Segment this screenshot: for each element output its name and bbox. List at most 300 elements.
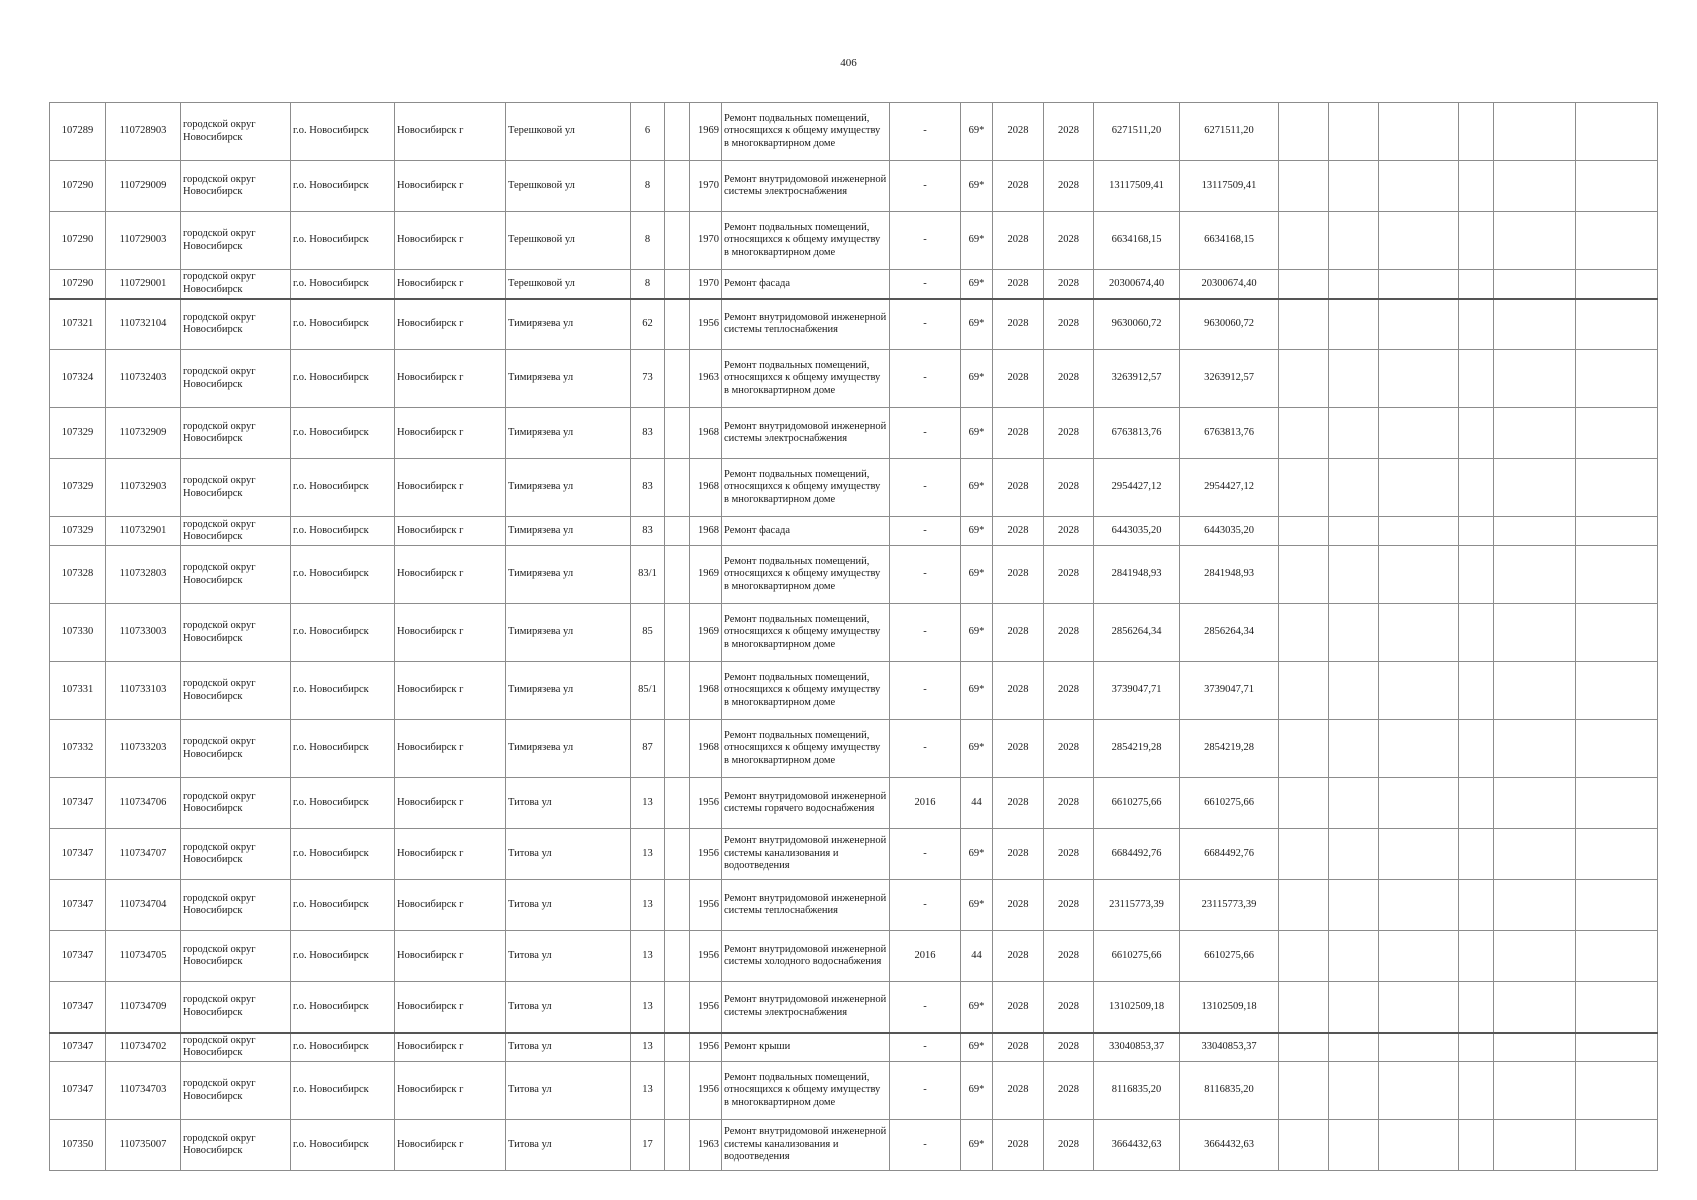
table-row — [50, 931, 1658, 982]
cell-street: Титова ул — [506, 1062, 631, 1120]
cell-korpus — [665, 408, 690, 459]
cell-work: Ремонт фасада — [722, 270, 890, 299]
cell-wear: 69* — [961, 459, 993, 517]
table-row — [50, 1120, 1658, 1171]
cell-district: городской округ Новосибирск — [181, 720, 291, 778]
cell-district: городской округ Новосибирск — [181, 350, 291, 408]
cell-empty — [1279, 931, 1329, 982]
capital-repair-table — [49, 102, 1658, 1171]
cell-district: городской округ Новосибирск — [181, 1120, 291, 1171]
cell-id: 107329 — [50, 408, 106, 459]
cell-korpus — [665, 161, 690, 212]
cell-last-repair: 2016 — [890, 778, 961, 829]
cell-street: Тимирязева ул — [506, 350, 631, 408]
cell-plan-to: 2028 — [1044, 880, 1094, 931]
cell-code: 110732403 — [106, 350, 181, 408]
cell-empty — [1494, 778, 1576, 829]
cell-korpus — [665, 270, 690, 299]
cell-empty — [1576, 880, 1658, 931]
table-row — [50, 408, 1658, 459]
cell-municipality: г.о. Новосибирск — [291, 212, 395, 270]
cell-house: 8 — [631, 161, 665, 212]
cell-total: 6610275,66 — [1180, 931, 1279, 982]
cell-empty — [1576, 778, 1658, 829]
cell-empty — [1494, 829, 1576, 880]
cell-empty — [1379, 408, 1459, 459]
cell-code: 110734703 — [106, 1062, 181, 1120]
cell-district: городской округ Новосибирск — [181, 662, 291, 720]
cell-empty — [1459, 459, 1494, 517]
cell-street: Титова ул — [506, 1033, 631, 1062]
cell-empty — [1576, 350, 1658, 408]
cell-empty — [1494, 408, 1576, 459]
cell-id: 107330 — [50, 604, 106, 662]
cell-plan-from: 2028 — [993, 517, 1044, 546]
cell-empty — [1279, 1120, 1329, 1171]
cell-empty — [1576, 1120, 1658, 1171]
cell-district: городской округ Новосибирск — [181, 880, 291, 931]
cell-empty — [1494, 720, 1576, 778]
cell-id: 107289 — [50, 103, 106, 161]
cell-empty — [1279, 459, 1329, 517]
cell-empty — [1279, 829, 1329, 880]
cell-district: городской округ Новосибирск — [181, 1062, 291, 1120]
cell-year-built: 1970 — [690, 270, 722, 299]
cell-wear: 69* — [961, 604, 993, 662]
cell-street: Терешковой ул — [506, 270, 631, 299]
table-row — [50, 270, 1658, 299]
cell-house: 13 — [631, 1033, 665, 1062]
cell-wear: 69* — [961, 982, 993, 1033]
cell-house: 13 — [631, 982, 665, 1033]
cell-plan-from: 2028 — [993, 778, 1044, 829]
cell-year-built: 1968 — [690, 517, 722, 546]
cell-house: 85 — [631, 604, 665, 662]
cell-empty — [1279, 982, 1329, 1033]
cell-cost: 33040853,37 — [1094, 1033, 1180, 1062]
cell-work: Ремонт внутридомовой инженерной системы теплоснабжения — [722, 299, 890, 350]
cell-wear: 69* — [961, 161, 993, 212]
cell-empty — [1329, 829, 1379, 880]
cell-code: 110734709 — [106, 982, 181, 1033]
cell-plan-from: 2028 — [993, 350, 1044, 408]
cell-municipality: г.о. Новосибирск — [291, 720, 395, 778]
cell-city: Новосибирск г — [395, 1120, 506, 1171]
cell-empty — [1459, 1120, 1494, 1171]
cell-last-repair: - — [890, 604, 961, 662]
cell-municipality: г.о. Новосибирск — [291, 829, 395, 880]
cell-house: 83/1 — [631, 546, 665, 604]
cell-total: 20300674,40 — [1180, 270, 1279, 299]
cell-empty — [1329, 1062, 1379, 1120]
cell-korpus — [665, 299, 690, 350]
cell-empty — [1576, 931, 1658, 982]
table-row — [50, 720, 1658, 778]
cell-empty — [1494, 546, 1576, 604]
cell-empty — [1379, 931, 1459, 982]
cell-wear: 69* — [961, 1120, 993, 1171]
cell-work: Ремонт крыши — [722, 1033, 890, 1062]
cell-empty — [1329, 1033, 1379, 1062]
cell-street: Титова ул — [506, 829, 631, 880]
cell-empty — [1459, 546, 1494, 604]
cell-code: 110732909 — [106, 408, 181, 459]
cell-id: 107347 — [50, 1033, 106, 1062]
cell-id: 107332 — [50, 720, 106, 778]
cell-district: городской округ Новосибирск — [181, 161, 291, 212]
cell-plan-to: 2028 — [1044, 350, 1094, 408]
cell-empty — [1494, 662, 1576, 720]
cell-empty — [1329, 982, 1379, 1033]
cell-city: Новосибирск г — [395, 829, 506, 880]
cell-empty — [1279, 517, 1329, 546]
cell-last-repair: - — [890, 161, 961, 212]
cell-empty — [1459, 270, 1494, 299]
cell-empty — [1279, 720, 1329, 778]
table-row — [50, 299, 1658, 350]
cell-empty — [1576, 1033, 1658, 1062]
cell-district: городской округ Новосибирск — [181, 1033, 291, 1062]
cell-house: 73 — [631, 350, 665, 408]
cell-code: 110728903 — [106, 103, 181, 161]
cell-city: Новосибирск г — [395, 212, 506, 270]
cell-street: Тимирязева ул — [506, 459, 631, 517]
cell-year-built: 1969 — [690, 546, 722, 604]
cell-empty — [1494, 1033, 1576, 1062]
cell-work: Ремонт подвальных помещений, относящихся к общему имуществу в многоквартирном доме — [722, 720, 890, 778]
cell-year-built: 1970 — [690, 161, 722, 212]
cell-district: городской округ Новосибирск — [181, 408, 291, 459]
cell-code: 110734705 — [106, 931, 181, 982]
cell-year-built: 1956 — [690, 880, 722, 931]
cell-id: 107290 — [50, 161, 106, 212]
cell-korpus — [665, 546, 690, 604]
cell-empty — [1494, 604, 1576, 662]
cell-last-repair: - — [890, 662, 961, 720]
cell-district: городской округ Новосибирск — [181, 212, 291, 270]
cell-house: 85/1 — [631, 662, 665, 720]
cell-empty — [1379, 103, 1459, 161]
cell-wear: 69* — [961, 1062, 993, 1120]
cell-korpus — [665, 880, 690, 931]
table-row — [50, 103, 1658, 161]
cell-empty — [1459, 880, 1494, 931]
cell-cost: 6763813,76 — [1094, 408, 1180, 459]
cell-last-repair: - — [890, 299, 961, 350]
cell-plan-to: 2028 — [1044, 161, 1094, 212]
cell-last-repair: - — [890, 880, 961, 931]
cell-house: 6 — [631, 103, 665, 161]
cell-empty — [1576, 161, 1658, 212]
cell-empty — [1459, 1033, 1494, 1062]
cell-plan-to: 2028 — [1044, 778, 1094, 829]
cell-house: 62 — [631, 299, 665, 350]
cell-house: 83 — [631, 408, 665, 459]
cell-empty — [1379, 546, 1459, 604]
cell-plan-from: 2028 — [993, 662, 1044, 720]
cell-id: 107347 — [50, 1062, 106, 1120]
cell-house: 13 — [631, 880, 665, 931]
cell-total: 6443035,20 — [1180, 517, 1279, 546]
cell-cost: 3664432,63 — [1094, 1120, 1180, 1171]
cell-last-repair: - — [890, 103, 961, 161]
cell-total: 2841948,93 — [1180, 546, 1279, 604]
cell-year-built: 1956 — [690, 829, 722, 880]
table-row — [50, 778, 1658, 829]
cell-plan-from: 2028 — [993, 829, 1044, 880]
cell-korpus — [665, 350, 690, 408]
cell-municipality: г.о. Новосибирск — [291, 1062, 395, 1120]
cell-code: 110734706 — [106, 778, 181, 829]
cell-city: Новосибирск г — [395, 408, 506, 459]
cell-plan-from: 2028 — [993, 931, 1044, 982]
cell-empty — [1329, 408, 1379, 459]
cell-total: 8116835,20 — [1180, 1062, 1279, 1120]
cell-empty — [1329, 778, 1379, 829]
cell-total: 3664432,63 — [1180, 1120, 1279, 1171]
cell-empty — [1279, 662, 1329, 720]
cell-last-repair: - — [890, 350, 961, 408]
cell-empty — [1329, 720, 1379, 778]
cell-cost: 6271511,20 — [1094, 103, 1180, 161]
cell-empty — [1329, 1120, 1379, 1171]
cell-street: Титова ул — [506, 1120, 631, 1171]
cell-wear: 69* — [961, 546, 993, 604]
cell-empty — [1329, 103, 1379, 161]
cell-plan-to: 2028 — [1044, 517, 1094, 546]
cell-wear: 69* — [961, 517, 993, 546]
cell-cost: 2854219,28 — [1094, 720, 1180, 778]
cell-street: Терешковой ул — [506, 161, 631, 212]
cell-empty — [1279, 1033, 1329, 1062]
cell-empty — [1459, 1062, 1494, 1120]
cell-plan-to: 2028 — [1044, 1120, 1094, 1171]
cell-work: Ремонт подвальных помещений, относящихся к общему имуществу в многоквартирном доме — [722, 103, 890, 161]
cell-empty — [1279, 880, 1329, 931]
cell-korpus — [665, 720, 690, 778]
cell-total: 2856264,34 — [1180, 604, 1279, 662]
cell-empty — [1279, 350, 1329, 408]
cell-city: Новосибирск г — [395, 103, 506, 161]
cell-empty — [1576, 299, 1658, 350]
cell-plan-from: 2028 — [993, 408, 1044, 459]
cell-empty — [1576, 103, 1658, 161]
cell-street: Тимирязева ул — [506, 408, 631, 459]
cell-wear: 69* — [961, 270, 993, 299]
cell-year-built: 1963 — [690, 350, 722, 408]
cell-plan-to: 2028 — [1044, 270, 1094, 299]
cell-empty — [1379, 880, 1459, 931]
cell-municipality: г.о. Новосибирск — [291, 408, 395, 459]
cell-empty — [1379, 161, 1459, 212]
cell-house: 8 — [631, 270, 665, 299]
cell-district: городской округ Новосибирск — [181, 829, 291, 880]
cell-id: 107350 — [50, 1120, 106, 1171]
cell-empty — [1494, 880, 1576, 931]
cell-wear: 69* — [961, 662, 993, 720]
cell-house: 83 — [631, 517, 665, 546]
cell-year-built: 1956 — [690, 931, 722, 982]
cell-id: 107321 — [50, 299, 106, 350]
cell-total: 9630060,72 — [1180, 299, 1279, 350]
cell-korpus — [665, 103, 690, 161]
cell-code: 110735007 — [106, 1120, 181, 1171]
cell-empty — [1329, 517, 1379, 546]
cell-korpus — [665, 517, 690, 546]
cell-last-repair: - — [890, 720, 961, 778]
cell-korpus — [665, 778, 690, 829]
cell-municipality: г.о. Новосибирск — [291, 270, 395, 299]
cell-empty — [1379, 350, 1459, 408]
cell-empty — [1329, 931, 1379, 982]
cell-city: Новосибирск г — [395, 1033, 506, 1062]
cell-district: городской округ Новосибирск — [181, 931, 291, 982]
cell-plan-from: 2028 — [993, 720, 1044, 778]
cell-city: Новосибирск г — [395, 517, 506, 546]
cell-id: 107347 — [50, 829, 106, 880]
cell-last-repair: - — [890, 212, 961, 270]
cell-empty — [1379, 459, 1459, 517]
cell-empty — [1576, 270, 1658, 299]
table-row — [50, 350, 1658, 408]
cell-empty — [1494, 982, 1576, 1033]
cell-code: 110733203 — [106, 720, 181, 778]
cell-district: городской округ Новосибирск — [181, 778, 291, 829]
cell-year-built: 1956 — [690, 778, 722, 829]
table-row — [50, 1062, 1658, 1120]
cell-empty — [1379, 778, 1459, 829]
cell-cost: 6684492,76 — [1094, 829, 1180, 880]
cell-cost: 2841948,93 — [1094, 546, 1180, 604]
cell-year-built: 1968 — [690, 662, 722, 720]
cell-empty — [1329, 270, 1379, 299]
cell-korpus — [665, 829, 690, 880]
cell-empty — [1459, 517, 1494, 546]
cell-empty — [1576, 1062, 1658, 1120]
cell-empty — [1459, 299, 1494, 350]
cell-empty — [1494, 299, 1576, 350]
cell-district: городской округ Новосибирск — [181, 103, 291, 161]
cell-empty — [1279, 1062, 1329, 1120]
cell-municipality: г.о. Новосибирск — [291, 103, 395, 161]
cell-empty — [1379, 982, 1459, 1033]
cell-plan-from: 2028 — [993, 604, 1044, 662]
table-row — [50, 459, 1658, 517]
cell-empty — [1329, 546, 1379, 604]
cell-last-repair: - — [890, 1062, 961, 1120]
cell-year-built: 1956 — [690, 1033, 722, 1062]
cell-cost: 6634168,15 — [1094, 212, 1180, 270]
cell-korpus — [665, 459, 690, 517]
cell-work: Ремонт внутридомовой инженерной системы канализования и водоотведения — [722, 829, 890, 880]
cell-street: Тимирязева ул — [506, 604, 631, 662]
cell-street: Терешковой ул — [506, 103, 631, 161]
cell-house: 17 — [631, 1120, 665, 1171]
cell-plan-from: 2028 — [993, 982, 1044, 1033]
cell-cost: 2856264,34 — [1094, 604, 1180, 662]
cell-id: 107328 — [50, 546, 106, 604]
cell-empty — [1379, 604, 1459, 662]
cell-plan-to: 2028 — [1044, 662, 1094, 720]
cell-wear: 69* — [961, 880, 993, 931]
table-row — [50, 1033, 1658, 1062]
cell-wear: 69* — [961, 1033, 993, 1062]
cell-street: Тимирязева ул — [506, 517, 631, 546]
cell-last-repair: - — [890, 829, 961, 880]
cell-wear: 69* — [961, 408, 993, 459]
cell-year-built: 1956 — [690, 1062, 722, 1120]
cell-empty — [1329, 212, 1379, 270]
cell-id: 107290 — [50, 270, 106, 299]
cell-wear: 69* — [961, 720, 993, 778]
cell-empty — [1279, 161, 1329, 212]
cell-street: Тимирязева ул — [506, 546, 631, 604]
cell-empty — [1576, 408, 1658, 459]
cell-code: 110734704 — [106, 880, 181, 931]
cell-code: 110729009 — [106, 161, 181, 212]
cell-empty — [1459, 103, 1494, 161]
cell-plan-to: 2028 — [1044, 408, 1094, 459]
cell-empty — [1379, 720, 1459, 778]
cell-plan-to: 2028 — [1044, 982, 1094, 1033]
cell-district: городской округ Новосибирск — [181, 604, 291, 662]
cell-empty — [1279, 408, 1329, 459]
cell-id: 107347 — [50, 982, 106, 1033]
cell-work: Ремонт внутридомовой инженерной системы холодного водоснабжения — [722, 931, 890, 982]
cell-code: 110729001 — [106, 270, 181, 299]
cell-plan-to: 2028 — [1044, 103, 1094, 161]
cell-total: 6763813,76 — [1180, 408, 1279, 459]
cell-empty — [1494, 1120, 1576, 1171]
cell-house: 13 — [631, 778, 665, 829]
cell-code: 110732803 — [106, 546, 181, 604]
cell-year-built: 1963 — [690, 1120, 722, 1171]
cell-cost: 9630060,72 — [1094, 299, 1180, 350]
cell-code: 110729003 — [106, 212, 181, 270]
cell-city: Новосибирск г — [395, 662, 506, 720]
cell-plan-from: 2028 — [993, 1120, 1044, 1171]
cell-plan-from: 2028 — [993, 1062, 1044, 1120]
cell-empty — [1329, 459, 1379, 517]
cell-empty — [1576, 720, 1658, 778]
cell-plan-from: 2028 — [993, 212, 1044, 270]
cell-id: 107347 — [50, 931, 106, 982]
cell-last-repair: - — [890, 408, 961, 459]
cell-code: 110733103 — [106, 662, 181, 720]
cell-city: Новосибирск г — [395, 161, 506, 212]
cell-house: 13 — [631, 1062, 665, 1120]
cell-empty — [1459, 212, 1494, 270]
cell-korpus — [665, 662, 690, 720]
table-row — [50, 982, 1658, 1033]
cell-total: 2854219,28 — [1180, 720, 1279, 778]
cell-empty — [1576, 604, 1658, 662]
cell-korpus — [665, 604, 690, 662]
cell-korpus — [665, 982, 690, 1033]
cell-street: Тимирязева ул — [506, 662, 631, 720]
cell-district: городской округ Новосибирск — [181, 982, 291, 1033]
cell-id: 107329 — [50, 459, 106, 517]
cell-last-repair: - — [890, 459, 961, 517]
cell-district: городской округ Новосибирск — [181, 459, 291, 517]
cell-total: 13117509,41 — [1180, 161, 1279, 212]
cell-year-built: 1956 — [690, 299, 722, 350]
cell-cost: 8116835,20 — [1094, 1062, 1180, 1120]
cell-house: 13 — [631, 829, 665, 880]
cell-municipality: г.о. Новосибирск — [291, 1033, 395, 1062]
cell-empty — [1494, 350, 1576, 408]
cell-wear: 69* — [961, 103, 993, 161]
